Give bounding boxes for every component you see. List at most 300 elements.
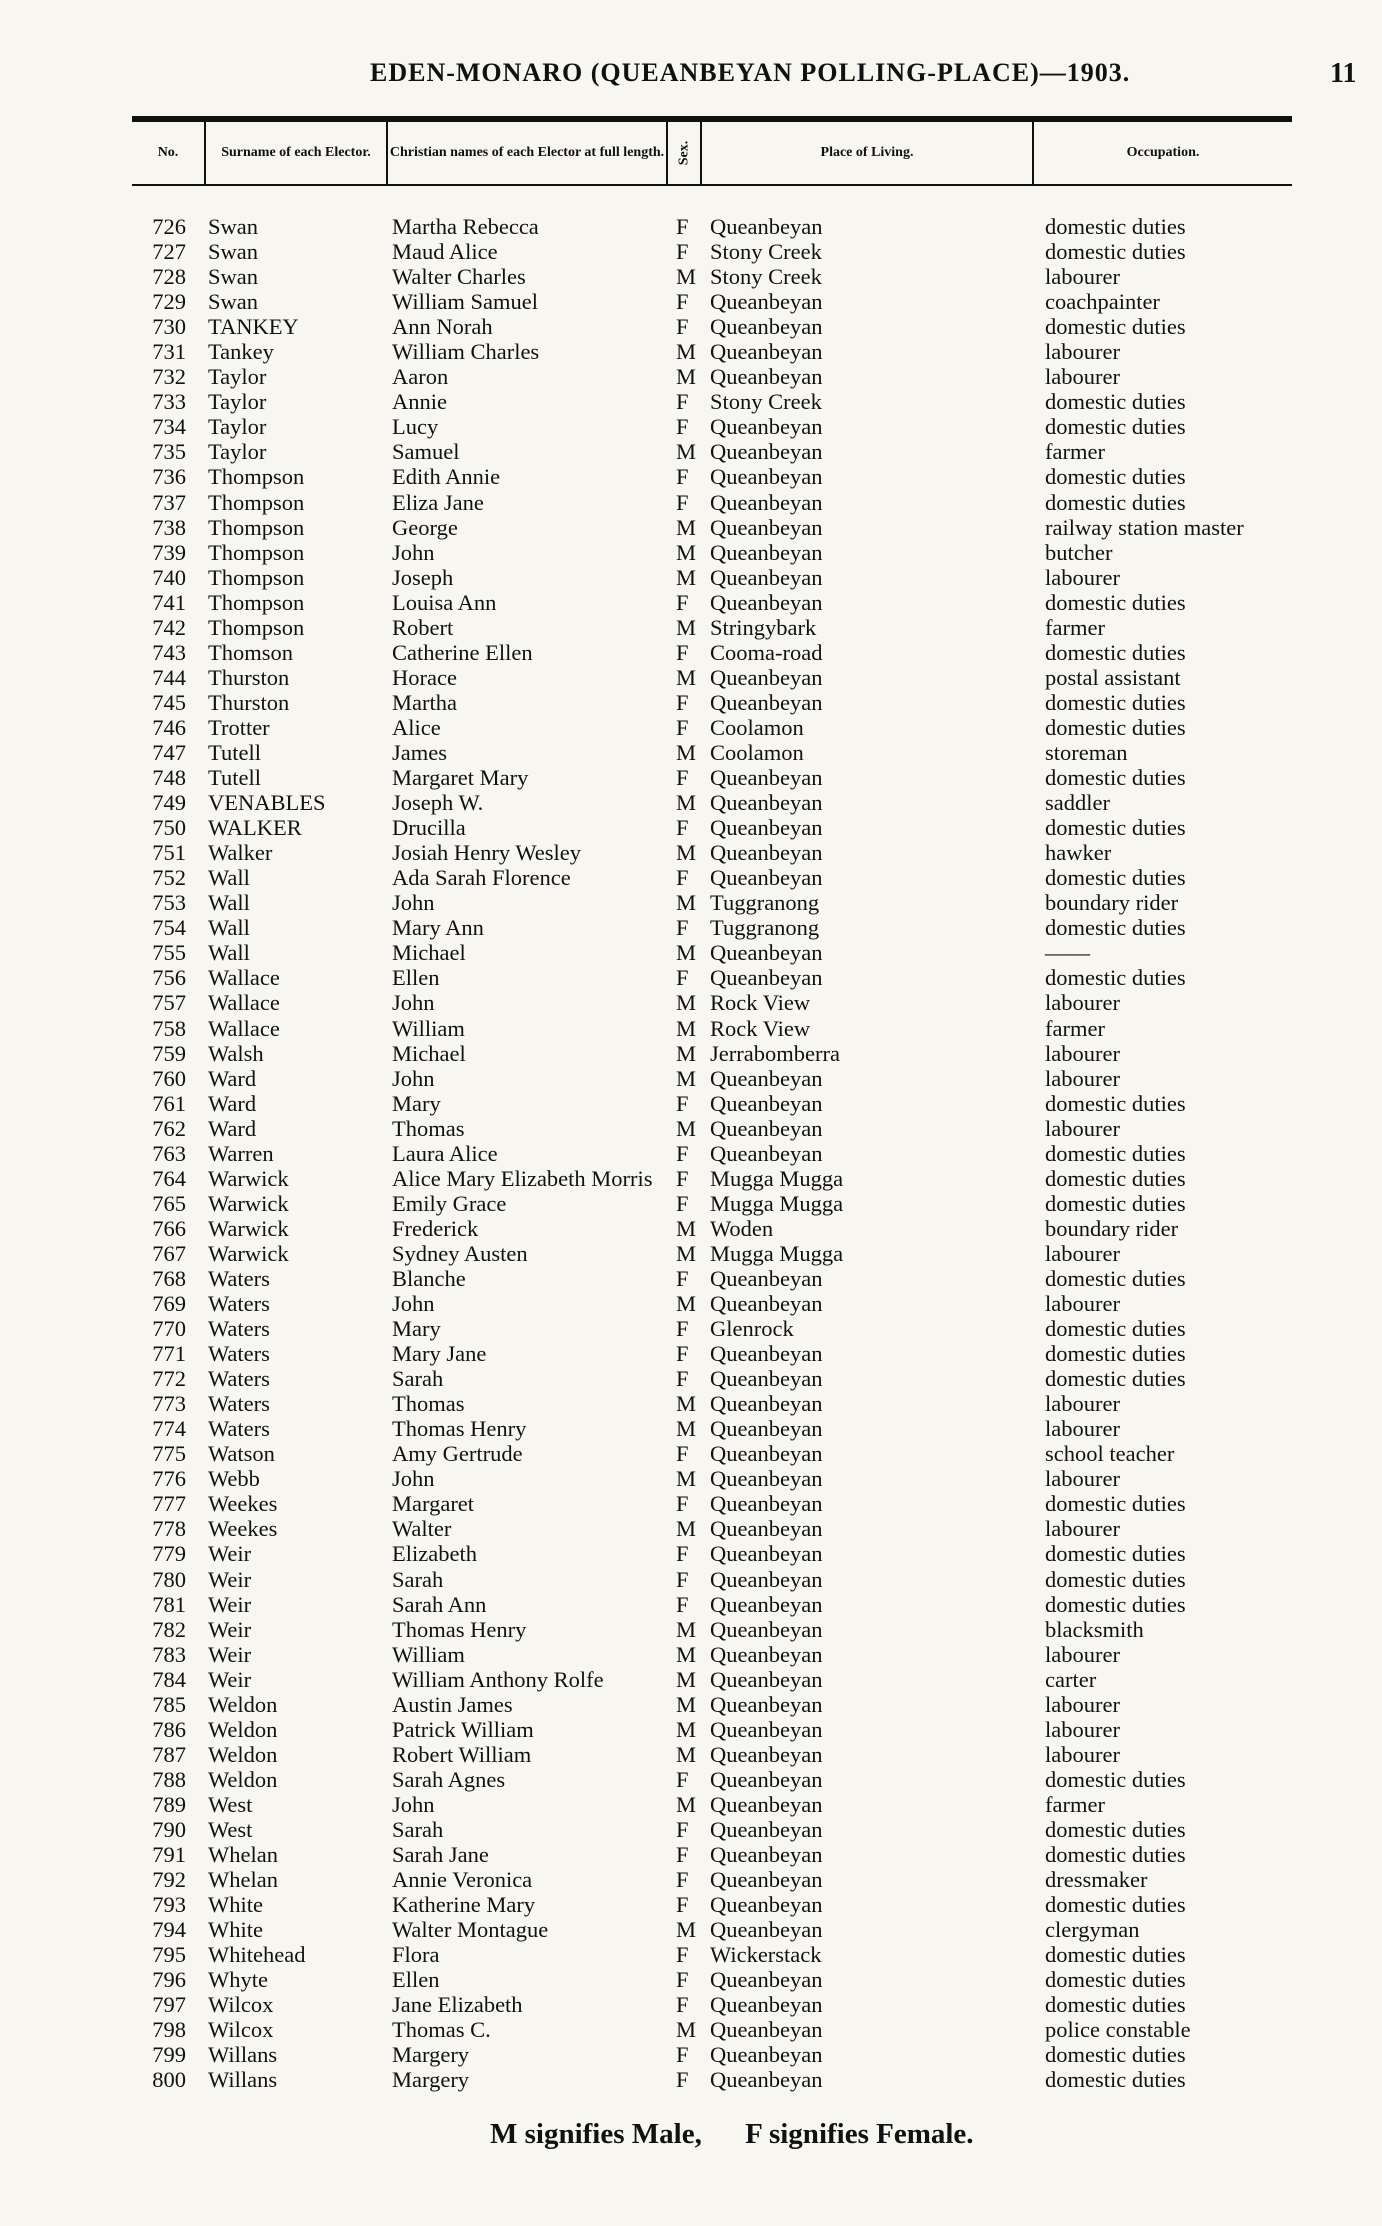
elector-number: 755 <box>152 940 186 966</box>
elector-sex: M <box>676 264 697 290</box>
elector-sex: F <box>676 1817 689 1842</box>
elector-occupation: domestic duties <box>1045 1591 1186 1617</box>
table-row <box>0 1642 1382 1667</box>
elector-number: 761 <box>152 1090 186 1116</box>
elector-number: 796 <box>152 1967 186 1993</box>
elector-place-of-living: Queanbeyan <box>710 1065 823 1091</box>
table-row <box>0 1116 1382 1141</box>
elector-number: 795 <box>152 1942 186 1968</box>
elector-place-of-living: Queanbeyan <box>710 1817 823 1842</box>
elector-place-of-living: Queanbeyan <box>710 464 823 490</box>
elector-surname: White <box>208 1892 263 1918</box>
elector-christian-names: Sarah <box>392 1817 444 1842</box>
elector-number: 782 <box>152 1616 186 1642</box>
elector-number: 777 <box>152 1491 186 1517</box>
elector-surname: Swan <box>208 239 258 265</box>
table-row <box>0 1992 1382 2017</box>
elector-number: 762 <box>152 1115 186 1141</box>
elector-occupation: farmer <box>1045 1015 1105 1041</box>
elector-place-of-living: Queanbeyan <box>710 689 823 715</box>
elector-sex: M <box>676 539 697 565</box>
elector-occupation: domestic duties <box>1045 1265 1186 1291</box>
elector-number: 781 <box>152 1591 186 1617</box>
elector-christian-names: Ellen <box>392 1967 440 1993</box>
header-bottom-rule <box>132 184 1292 186</box>
elector-christian-names: Frederick <box>392 1215 479 1241</box>
elector-number: 770 <box>152 1316 186 1342</box>
elector-number: 754 <box>152 915 186 941</box>
elector-sex: M <box>676 1516 697 1542</box>
elector-place-of-living: Queanbeyan <box>710 1641 823 1667</box>
table-row <box>0 1316 1382 1341</box>
elector-surname: Weir <box>208 1566 252 1592</box>
elector-surname: VENABLES <box>208 790 326 816</box>
elector-list <box>0 214 1382 2093</box>
sex-legend <box>490 2118 1010 2151</box>
table-row <box>0 1091 1382 1116</box>
elector-number: 757 <box>152 990 186 1016</box>
elector-sex: F <box>676 915 689 941</box>
elector-number: 794 <box>152 1917 186 1943</box>
elector-number: 783 <box>152 1641 186 1667</box>
table-row <box>0 314 1382 339</box>
elector-occupation: domestic duties <box>1045 464 1186 490</box>
elector-sex: F <box>676 389 689 415</box>
elector-occupation: domestic duties <box>1045 1140 1186 1166</box>
table-row <box>0 389 1382 414</box>
elector-occupation: carter <box>1045 1666 1097 1692</box>
elector-number: 736 <box>152 464 186 490</box>
elector-surname: Thompson <box>208 464 305 490</box>
elector-surname: Ward <box>208 1065 257 1091</box>
elector-place-of-living: Queanbeyan <box>710 1892 823 1918</box>
elector-sex: F <box>676 1992 689 2018</box>
elector-number: 746 <box>152 714 186 740</box>
elector-occupation: domestic duties <box>1045 239 1186 265</box>
elector-christian-names: William Charles <box>392 339 540 365</box>
elector-surname: Wilcox <box>208 2017 274 2043</box>
elector-number: 739 <box>152 539 186 565</box>
elector-christian-names: Thomas Henry <box>392 1616 527 1642</box>
elector-christian-names: Margery <box>392 2067 470 2093</box>
table-row <box>0 1066 1382 1091</box>
elector-surname: Ward <box>208 1090 257 1116</box>
elector-place-of-living: Queanbeyan <box>710 1090 823 1116</box>
elector-place-of-living: Queanbeyan <box>710 1967 823 1993</box>
table-row <box>0 1366 1382 1391</box>
elector-sex: M <box>676 739 697 765</box>
elector-surname: West <box>208 1791 253 1817</box>
legend-female: F signifies Female. <box>745 2118 974 2150</box>
elector-occupation: labourer <box>1045 364 1120 390</box>
elector-sex: F <box>676 464 689 490</box>
elector-place-of-living: Queanbeyan <box>710 1616 823 1642</box>
elector-occupation: railway station master <box>1045 514 1244 540</box>
elector-place-of-living: Queanbeyan <box>710 1416 823 1442</box>
elector-number: 734 <box>152 414 186 440</box>
column-header-sex-cell <box>668 124 700 182</box>
elector-christian-names: Alice <box>392 714 441 740</box>
elector-number: 742 <box>152 614 186 640</box>
table-row <box>0 665 1382 690</box>
column-header-place: Place of Living. <box>820 145 914 160</box>
elector-occupation: dressmaker <box>1045 1867 1148 1893</box>
column-header-no: No. <box>157 145 179 160</box>
elector-christian-names: Mary Ann <box>392 915 484 941</box>
elector-sex: F <box>676 1441 689 1467</box>
elector-number: 797 <box>152 1992 186 2018</box>
elector-surname: Waters <box>208 1291 270 1317</box>
table-row <box>0 865 1382 890</box>
elector-surname: Warwick <box>208 1215 289 1241</box>
table-row <box>0 464 1382 489</box>
elector-number: 745 <box>152 689 186 715</box>
elector-place-of-living: Rock View <box>710 990 811 1016</box>
elector-surname: Swan <box>208 264 258 290</box>
table-row <box>0 915 1382 940</box>
elector-christian-names: Ellen <box>392 965 440 991</box>
elector-place-of-living: Queanbeyan <box>710 1867 823 1893</box>
elector-christian-names: Edith Annie <box>392 464 501 490</box>
table-row <box>0 1592 1382 1617</box>
elector-place-of-living: Queanbeyan <box>710 2042 823 2068</box>
elector-sex: F <box>676 1566 689 1592</box>
elector-place-of-living: Wickerstack <box>710 1942 822 1968</box>
elector-christian-names: Margaret <box>392 1491 475 1517</box>
elector-number: 727 <box>152 239 186 265</box>
elector-sex: M <box>676 439 697 465</box>
table-row <box>0 289 1382 314</box>
table-row <box>0 1341 1382 1366</box>
elector-occupation: labourer <box>1045 264 1120 290</box>
elector-surname: Whelan <box>208 1867 278 1893</box>
elector-place-of-living: Queanbeyan <box>710 539 823 565</box>
page-number: 11 <box>1330 58 1357 89</box>
elector-surname: Walsh <box>208 1040 264 1066</box>
table-row <box>0 1892 1382 1917</box>
elector-surname: Willans <box>208 2042 278 2068</box>
table-row <box>0 1166 1382 1191</box>
table-row <box>0 815 1382 840</box>
table-row <box>0 1867 1382 1892</box>
elector-occupation: domestic duties <box>1045 639 1186 665</box>
table-row <box>0 890 1382 915</box>
elector-sex: M <box>676 2017 697 2043</box>
elector-occupation: school teacher <box>1045 1441 1175 1467</box>
table-row <box>0 715 1382 740</box>
elector-christian-names: Mary Jane <box>392 1341 487 1367</box>
elector-surname: Weir <box>208 1641 252 1667</box>
elector-place-of-living: Stony Creek <box>710 264 822 290</box>
elector-number: 776 <box>152 1466 186 1492</box>
elector-surname: Weekes <box>208 1491 278 1517</box>
elector-sex: F <box>676 1967 689 1993</box>
elector-place-of-living: Queanbeyan <box>710 1716 823 1742</box>
elector-number: 760 <box>152 1065 186 1091</box>
page-title: EDEN-MONARO (QUEANBEYAN POLLING-PLACE)—1903. <box>370 58 1131 87</box>
elector-christian-names: Josiah Henry Wesley <box>392 840 581 866</box>
elector-occupation: labourer <box>1045 1516 1120 1542</box>
elector-number: 799 <box>152 2042 186 2068</box>
elector-number: 800 <box>152 2067 186 2093</box>
elector-occupation: domestic duties <box>1045 815 1186 841</box>
elector-occupation: domestic duties <box>1045 1967 1186 1993</box>
elector-sex: F <box>676 414 689 440</box>
elector-place-of-living: Queanbeyan <box>710 1441 823 1467</box>
elector-christian-names: William Anthony Rolfe <box>392 1666 604 1692</box>
table-row <box>0 1491 1382 1516</box>
elector-christian-names: Horace <box>392 664 457 690</box>
table-row <box>0 565 1382 590</box>
elector-occupation: domestic duties <box>1045 689 1186 715</box>
elector-sex: F <box>676 1090 689 1116</box>
elector-surname: Weldon <box>208 1741 278 1767</box>
elector-surname: Taylor <box>208 364 267 390</box>
elector-surname: Wallace <box>208 965 280 991</box>
elector-surname: Waters <box>208 1265 270 1291</box>
elector-place-of-living: Queanbeyan <box>710 790 823 816</box>
elector-number: 728 <box>152 264 186 290</box>
elector-surname: Webb <box>208 1466 260 1492</box>
elector-number: 759 <box>152 1040 186 1066</box>
elector-place-of-living: Queanbeyan <box>710 1591 823 1617</box>
table-row <box>0 1917 1382 1942</box>
elector-sex: M <box>676 339 697 365</box>
elector-christian-names: Walter Charles <box>392 264 526 290</box>
elector-surname: Thurston <box>208 664 290 690</box>
table-row <box>0 1391 1382 1416</box>
elector-sex: F <box>676 1366 689 1392</box>
elector-surname: Swan <box>208 289 258 315</box>
table-row <box>0 615 1382 640</box>
elector-number: 763 <box>152 1140 186 1166</box>
elector-christian-names: Robert <box>392 614 454 640</box>
elector-place-of-living: Queanbeyan <box>710 589 823 615</box>
elector-number: 789 <box>152 1791 186 1817</box>
elector-sex: F <box>676 689 689 715</box>
elector-christian-names: Margaret Mary <box>392 765 529 791</box>
elector-number: 798 <box>152 2017 186 2043</box>
elector-sex: F <box>676 1341 689 1367</box>
elector-sex: M <box>676 564 697 590</box>
elector-place-of-living: Queanbeyan <box>710 339 823 365</box>
elector-sex: M <box>676 1115 697 1141</box>
elector-sex: F <box>676 815 689 841</box>
elector-number: 737 <box>152 489 186 515</box>
elector-occupation: labourer <box>1045 1641 1120 1667</box>
elector-christian-names: Michael <box>392 1040 466 1066</box>
elector-place-of-living: Stony Creek <box>710 239 822 265</box>
elector-occupation: domestic duties <box>1045 1541 1186 1567</box>
elector-sex: M <box>676 364 697 390</box>
elector-place-of-living: Queanbeyan <box>710 1516 823 1542</box>
table-row <box>0 1191 1382 1216</box>
elector-number: 771 <box>152 1341 186 1367</box>
elector-place-of-living: Queanbeyan <box>710 1691 823 1717</box>
table-row <box>0 439 1382 464</box>
elector-sex: F <box>676 314 689 340</box>
elector-number: 780 <box>152 1566 186 1592</box>
elector-christian-names: John <box>392 1291 435 1317</box>
elector-occupation: hawker <box>1045 840 1112 866</box>
elector-sex: M <box>676 1065 697 1091</box>
elector-occupation: domestic duties <box>1045 714 1186 740</box>
elector-number: 758 <box>152 1015 186 1041</box>
elector-place-of-living: Queanbeyan <box>710 1466 823 1492</box>
elector-place-of-living: Queanbeyan <box>710 289 823 315</box>
elector-sex: M <box>676 1691 697 1717</box>
elector-christian-names: Michael <box>392 940 466 966</box>
elector-sex: M <box>676 614 697 640</box>
elector-surname: Willans <box>208 2067 278 2093</box>
elector-occupation: domestic duties <box>1045 2067 1186 2093</box>
elector-sex: F <box>676 214 689 239</box>
table-row <box>0 1441 1382 1466</box>
elector-christian-names: Ann Norah <box>392 314 493 340</box>
elector-number: 785 <box>152 1691 186 1717</box>
elector-occupation: domestic duties <box>1045 1942 1186 1968</box>
elector-christian-names: Eliza Jane <box>392 489 484 515</box>
elector-place-of-living: Queanbeyan <box>710 1842 823 1868</box>
table-row <box>0 1817 1382 1842</box>
table-row <box>0 2017 1382 2042</box>
elector-occupation: domestic duties <box>1045 1341 1186 1367</box>
elector-christian-names: James <box>392 739 447 765</box>
elector-christian-names: Drucilla <box>392 815 466 841</box>
elector-sex: F <box>676 1842 689 1868</box>
elector-place-of-living: Mugga Mugga <box>710 1165 844 1191</box>
elector-christian-names: Thomas C. <box>392 2017 491 2043</box>
table-row <box>0 364 1382 389</box>
elector-sex: M <box>676 1391 697 1417</box>
elector-place-of-living: Coolamon <box>710 739 804 765</box>
elector-number: 735 <box>152 439 186 465</box>
elector-place-of-living: Queanbeyan <box>710 1791 823 1817</box>
elector-sex: F <box>676 1265 689 1291</box>
table-row <box>0 414 1382 439</box>
elector-surname: Taylor <box>208 414 267 440</box>
elector-place-of-living: Queanbeyan <box>710 1291 823 1317</box>
legend-male: M signifies Male, <box>490 2118 702 2150</box>
elector-place-of-living: Queanbeyan <box>710 840 823 866</box>
elector-occupation: domestic duties <box>1045 1566 1186 1592</box>
elector-number: 747 <box>152 739 186 765</box>
elector-christian-names: Jane Elizabeth <box>392 1992 523 2018</box>
elector-occupation: labourer <box>1045 1466 1120 1492</box>
elector-place-of-living: Stony Creek <box>710 389 822 415</box>
elector-occupation: boundary rider <box>1045 1215 1179 1241</box>
table-row <box>0 1692 1382 1717</box>
elector-number: 730 <box>152 314 186 340</box>
elector-occupation: domestic duties <box>1045 965 1186 991</box>
table-row <box>0 840 1382 865</box>
column-header-occupation: Occupation. <box>1126 145 1200 160</box>
elector-occupation: domestic duties <box>1045 1190 1186 1216</box>
elector-number: 738 <box>152 514 186 540</box>
elector-christian-names: Martha <box>392 689 457 715</box>
elector-occupation: domestic duties <box>1045 1842 1186 1868</box>
elector-place-of-living: Jerrabomberra <box>710 1040 840 1066</box>
elector-christian-names: Alice Mary Elizabeth Morris <box>392 1165 653 1191</box>
elector-place-of-living: Queanbeyan <box>710 815 823 841</box>
table-row <box>0 1742 1382 1767</box>
table-row <box>0 1516 1382 1541</box>
elector-surname: Weekes <box>208 1516 278 1542</box>
elector-christian-names: Thomas <box>392 1391 465 1417</box>
elector-surname: Tutell <box>208 765 261 791</box>
elector-christian-names: Lucy <box>392 414 439 440</box>
table-row <box>0 765 1382 790</box>
table-row <box>0 790 1382 815</box>
elector-christian-names: Mary <box>392 1090 441 1116</box>
elector-occupation: labourer <box>1045 339 1120 365</box>
elector-occupation: domestic duties <box>1045 1491 1186 1517</box>
elector-surname: Thompson <box>208 514 305 540</box>
elector-surname: Whitehead <box>208 1942 306 1968</box>
elector-sex: F <box>676 965 689 991</box>
elector-surname: Weldon <box>208 1716 278 1742</box>
elector-sex: F <box>676 1140 689 1166</box>
elector-number: 753 <box>152 890 186 916</box>
elector-surname: Thompson <box>208 489 305 515</box>
elector-sex: F <box>676 1491 689 1517</box>
table-row <box>0 515 1382 540</box>
elector-occupation: labourer <box>1045 1391 1120 1417</box>
table-row <box>0 1717 1382 1742</box>
elector-occupation: police constable <box>1045 2017 1191 2043</box>
elector-christian-names: Katherine Mary <box>392 1892 536 1918</box>
elector-place-of-living: Queanbeyan <box>710 1992 823 2018</box>
elector-sex: M <box>676 840 697 866</box>
elector-occupation: butcher <box>1045 539 1113 565</box>
elector-sex: F <box>676 1190 689 1216</box>
elector-occupation: domestic duties <box>1045 1165 1186 1191</box>
elector-sex: F <box>676 1867 689 1893</box>
table-row <box>0 640 1382 665</box>
table-row <box>0 1792 1382 1817</box>
elector-number: 743 <box>152 639 186 665</box>
elector-christian-names: Sarah Jane <box>392 1842 489 1868</box>
elector-place-of-living: Queanbeyan <box>710 214 823 239</box>
table-row <box>0 1241 1382 1266</box>
column-header-christian-names: Christian names of each Elector at full length. <box>389 145 665 160</box>
elector-place-of-living: Queanbeyan <box>710 564 823 590</box>
elector-number: 750 <box>152 815 186 841</box>
elector-surname: Wallace <box>208 1015 280 1041</box>
elector-occupation: postal assistant <box>1045 664 1181 690</box>
elector-sex: M <box>676 940 697 966</box>
elector-number: 767 <box>152 1240 186 1266</box>
table-row <box>0 1942 1382 1967</box>
elector-surname: Trotter <box>208 714 270 740</box>
elector-place-of-living: Queanbeyan <box>710 1566 823 1592</box>
elector-surname: Weir <box>208 1541 252 1567</box>
elector-christian-names: Blanche <box>392 1265 466 1291</box>
elector-christian-names: Robert William <box>392 1741 532 1767</box>
table-row <box>0 490 1382 515</box>
elector-place-of-living: Woden <box>710 1215 774 1241</box>
elector-number: 788 <box>152 1766 186 1792</box>
elector-surname: Wall <box>208 890 250 916</box>
elector-occupation: labourer <box>1045 1291 1120 1317</box>
table-row <box>0 2067 1382 2092</box>
elector-sex: F <box>676 1316 689 1342</box>
elector-occupation: domestic duties <box>1045 314 1186 340</box>
elector-occupation: boundary rider <box>1045 890 1179 916</box>
elector-occupation: domestic duties <box>1045 1316 1186 1342</box>
elector-surname: Tankey <box>208 339 274 365</box>
elector-occupation: domestic duties <box>1045 1090 1186 1116</box>
